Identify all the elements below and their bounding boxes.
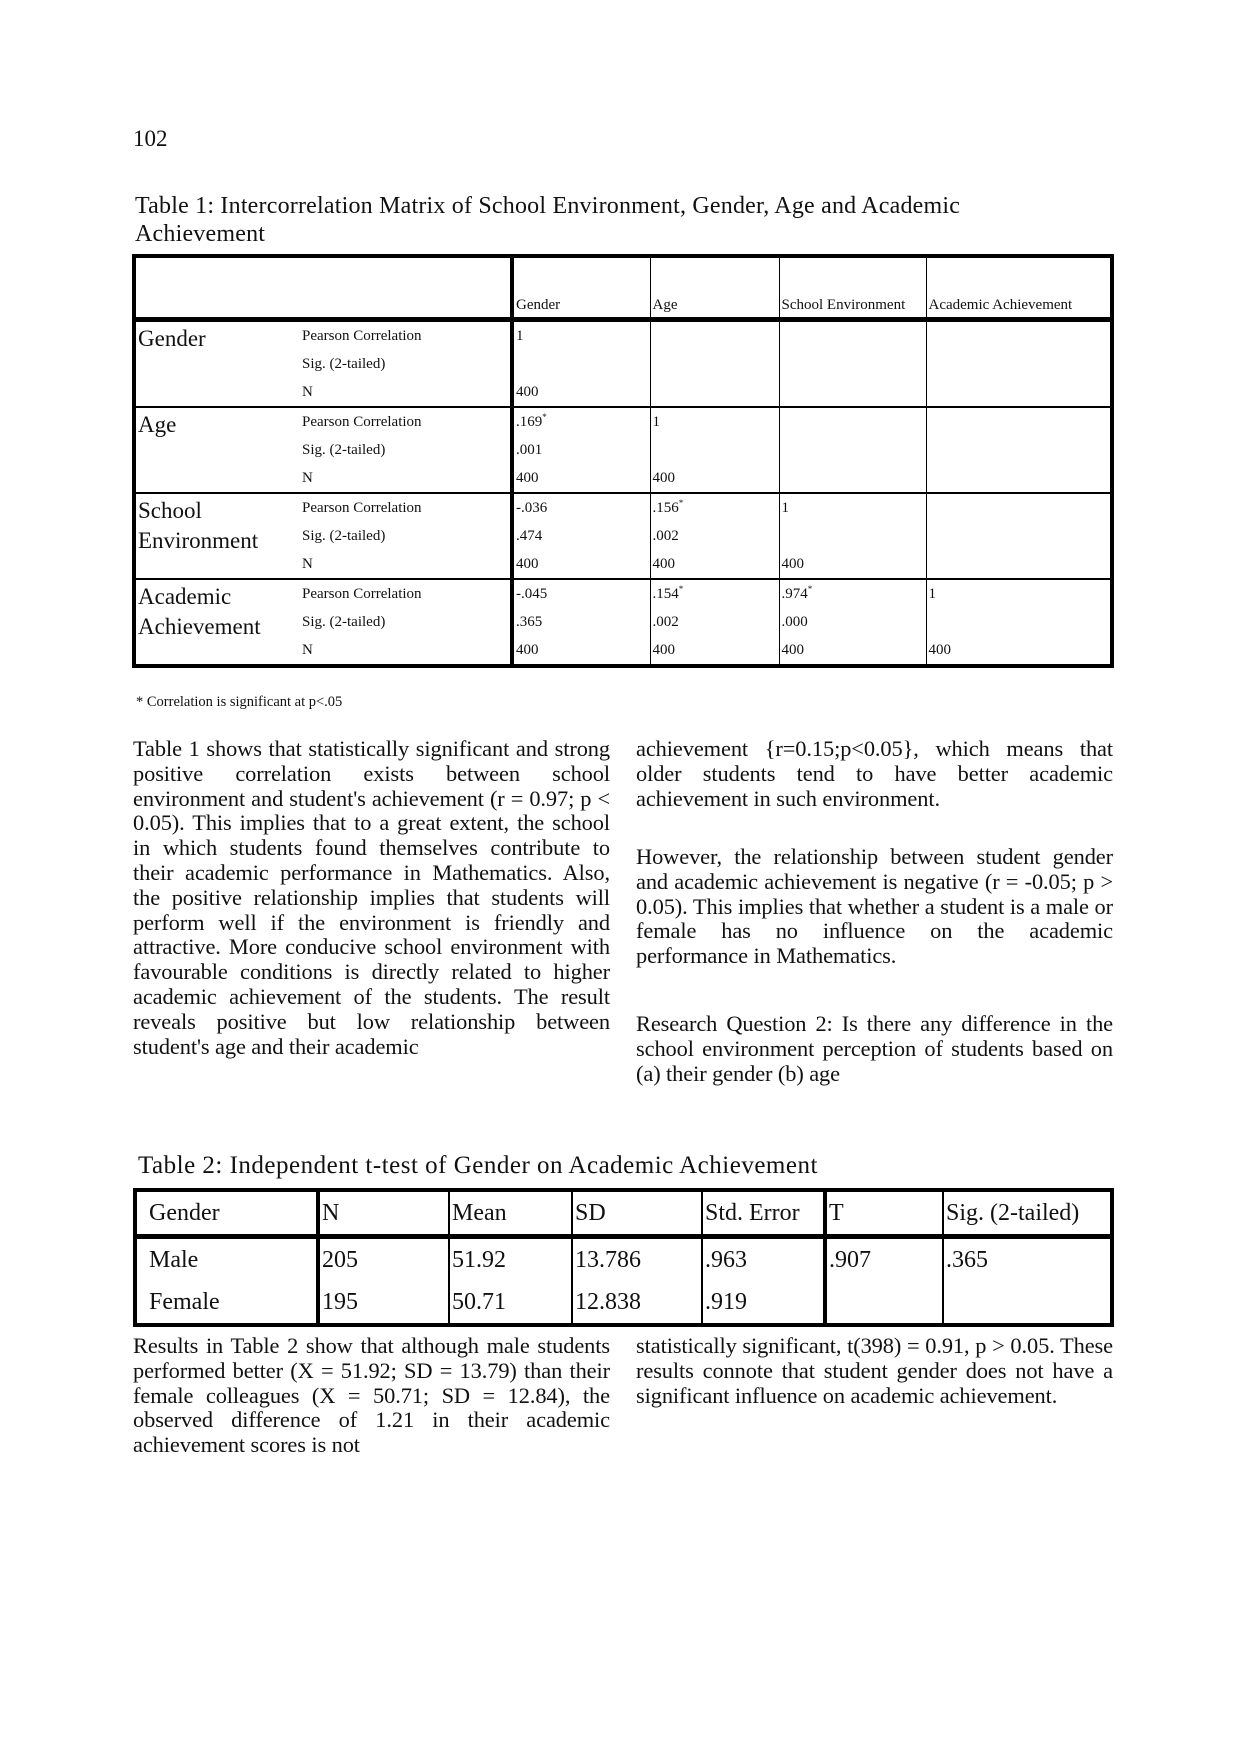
table2-col-header: SD [572,1190,702,1237]
table1-cell [926,464,1112,493]
table1-stat-label: Pearson Correlation [302,586,422,602]
cell-value: .156 [652,500,679,516]
cell-value: 400 [516,556,539,572]
table2-cell: .907 [825,1237,943,1282]
row-label-line: Environment [138,528,259,553]
table1-cell [512,579,650,608]
table1-caption-line1: Table 1: Intercorrelation Matrix of School Environment, Gender, Age and Academic [135,193,961,219]
body-paragraph: Results in Table 2 show that although male students performed better (X = 51.92; SD = 13.79) than their female colleagues (X = 50.71; SD = 12.84), the observed difference of 1.21 in their academic achievement scores is not [133,1333,610,1458]
significance-marker: * [678,498,684,508]
table-row [134,407,1112,436]
row-label-line: Gender [138,326,206,351]
cell-value: 400 [516,470,539,486]
table2-col-header: Std. Error [702,1190,825,1237]
table1-stat-label: Pearson Correlation [302,414,422,430]
table1-cell [512,608,650,636]
table2-cell: 13.786 [572,1237,702,1282]
table2-cell: Female [149,1289,220,1315]
table1-cell [650,464,779,493]
table1-stat-label: N [300,464,512,493]
cell-value: -.036 [516,500,548,516]
table1-cell [650,407,779,436]
table2-col-header: Sig. (2-tailed) [943,1190,1112,1237]
table1-cell [650,636,779,666]
cell-value: .169 [516,414,543,430]
table1-caption [135,192,1095,248]
table1-cell [926,407,1112,436]
table-row [135,1281,1112,1325]
table-row [135,1237,1112,1282]
cell-value: .002 [652,614,679,630]
t-test-table [133,1188,1114,1327]
table1-cell [512,436,650,464]
body-paragraph: statistically significant, t(398) = 0.91, p > 0.05. These results connote that student gender does not have a significant influence on academic achievement. [636,1333,1113,1408]
table1-stat-label: Pearson Correlation [302,500,422,516]
cell-value: 400 [928,642,951,658]
table2-cell: 195 [318,1281,449,1325]
table1-row-label [134,579,300,666]
table1-row-label [134,407,300,493]
table2-header-row [135,1190,1112,1237]
table1-cell [779,320,926,351]
body-paragraph: However, the relationship between student gender and academic achievement is negative (r = -0.05; p > 0.05). This implies that whether a student is a male or female has no influence on the academic performance in Mathematics. [636,844,1113,969]
table1-cell [779,350,926,378]
table1-cell [650,522,779,550]
table1-cell [926,493,1112,522]
table1-cell [650,378,779,407]
table1-cell [650,579,779,608]
table-row [134,493,1112,522]
table1-header-row [134,256,1112,320]
table2-col-header: Mean [449,1190,572,1237]
cell-value: .002 [652,528,679,544]
table1-cell [926,436,1112,464]
table1-cell [650,350,779,378]
cell-value: 400 [652,642,675,658]
cell-value: 400 [652,470,675,486]
table1-cell [779,493,926,522]
significance-marker: * [678,584,684,594]
table1-cell [512,493,650,522]
table2-cell: 12.838 [572,1281,702,1325]
table2-cell: 51.92 [449,1237,572,1282]
table1-cell [512,320,650,351]
table1-cell [926,579,1112,608]
page-number: 102 [133,126,168,151]
cell-value: .154 [652,586,679,602]
table1-col-header: Age [650,256,779,320]
cell-value: 400 [781,642,804,658]
table1-cell [779,636,926,666]
table1-cell [512,550,650,579]
table1-header-blank [300,256,512,320]
cell-value: .974 [781,586,808,602]
table1-col-header: Academic Achievement [926,256,1112,320]
table1-col-header: School Environment [779,256,926,320]
table-row [134,320,1112,351]
table1-cell [650,550,779,579]
table1-cell [926,550,1112,579]
table2-col-header: Gender [135,1190,318,1237]
table1-cell [650,608,779,636]
table1-cell [779,436,926,464]
table1-caption-line2: Achievement [135,221,266,247]
cell-value: 1 [516,328,524,344]
table1-cell [650,320,779,351]
body-paragraph: achievement {r=0.15;p<0.05}, which means that older students tend to have better academic achievement in such environment. [636,736,1113,811]
table1-stat-label: Sig. (2-tailed) [302,528,386,544]
table1-cell [779,407,926,436]
table1-cell [779,579,926,608]
row-label-line: Age [138,412,177,437]
table2-cell: .365 [943,1237,1112,1282]
cell-value: .474 [516,528,543,544]
table1-row-label [134,320,300,408]
table1-cell [512,464,650,493]
cell-value: 1 [781,500,789,516]
cell-value: 1 [652,414,660,430]
research-question-paragraph: Research Question 2: Is there any difference in the school environment perception of students based on (a) their gender (b) age [636,1011,1113,1086]
table1-cell [779,608,926,636]
table1-cell [779,522,926,550]
cell-value: .365 [516,614,543,630]
significance-marker: * [542,412,547,422]
table1-cell [779,464,926,493]
table1-cell [926,378,1112,407]
table1-cell [512,636,650,666]
row-label-line: Academic [138,584,232,609]
table1-stat-label: Sig. (2-tailed) [302,356,386,372]
table1-stat-label: N [302,642,313,658]
table1-cell [926,608,1112,636]
table2-col-header: N [318,1190,449,1237]
body-paragraph: Table 1 shows that statistically significant and strong positive correlation exists between school environment and student's achievement (r = 0.97; p < 0.05). This implies that to a great extent, the school in which students found themselves contribute to their academic performance in Mathematics. Also, the positive relationship implies that students will perform well if the environment is friendly and attractive. More conducive school environment with favourable conditions is directly related to higher academic achievement of the students. The result reveals positive but low relationship between student's age and their academic [133,736,610,1059]
table1-stat-label: Sig. (2-tailed) [302,442,386,458]
table2-cell [825,1281,943,1325]
cell-value: 400 [516,384,539,400]
table1-row-label [134,493,300,579]
row-label-line: Achievement [138,614,261,639]
table2-col-header: T [825,1190,943,1237]
table1-cell [650,493,779,522]
significance-marker: * [807,584,813,594]
cell-value: 1 [928,586,936,602]
table1-cell [779,378,926,407]
table1-stat-label: Pearson Correlation [302,328,422,344]
table1-cell [512,378,650,407]
table1-cell [512,407,650,436]
cell-value: .000 [781,614,808,630]
table1-cell [926,320,1112,351]
table2-cell: .919 [702,1281,825,1325]
table1-stat-label: N [300,550,512,579]
table2-caption: Table 2: Independent t-test of Gender on Academic Achievement [138,1152,818,1179]
cell-value: .001 [516,442,543,458]
table1-footnote: * Correlation is significant at p<.05 [136,694,343,710]
table1-cell [779,550,926,579]
cell-value: 400 [781,556,804,572]
table1-cell [926,636,1112,666]
table1-stat-label: N [300,378,512,407]
table1-cell [512,350,650,378]
table1-cell [926,350,1112,378]
table1-col-header: Gender [512,256,650,320]
cell-value: 400 [516,642,539,658]
table1-cell [512,522,650,550]
table1-header-blank [134,256,300,320]
cell-value: -.045 [516,586,548,602]
table1-cell [926,522,1112,550]
table2-cell: 50.71 [449,1281,572,1325]
correlation-matrix-table [132,254,1114,668]
table2-cell: .963 [702,1237,825,1282]
table2-cell [943,1281,1112,1325]
row-label-line: School [138,498,202,523]
cell-value: 400 [652,556,675,572]
table2-cell: 205 [318,1237,449,1282]
table1-cell [650,436,779,464]
table1-stat-label: Sig. (2-tailed) [302,614,386,630]
table2-cell: Male [149,1247,199,1273]
table-row [134,579,1112,608]
